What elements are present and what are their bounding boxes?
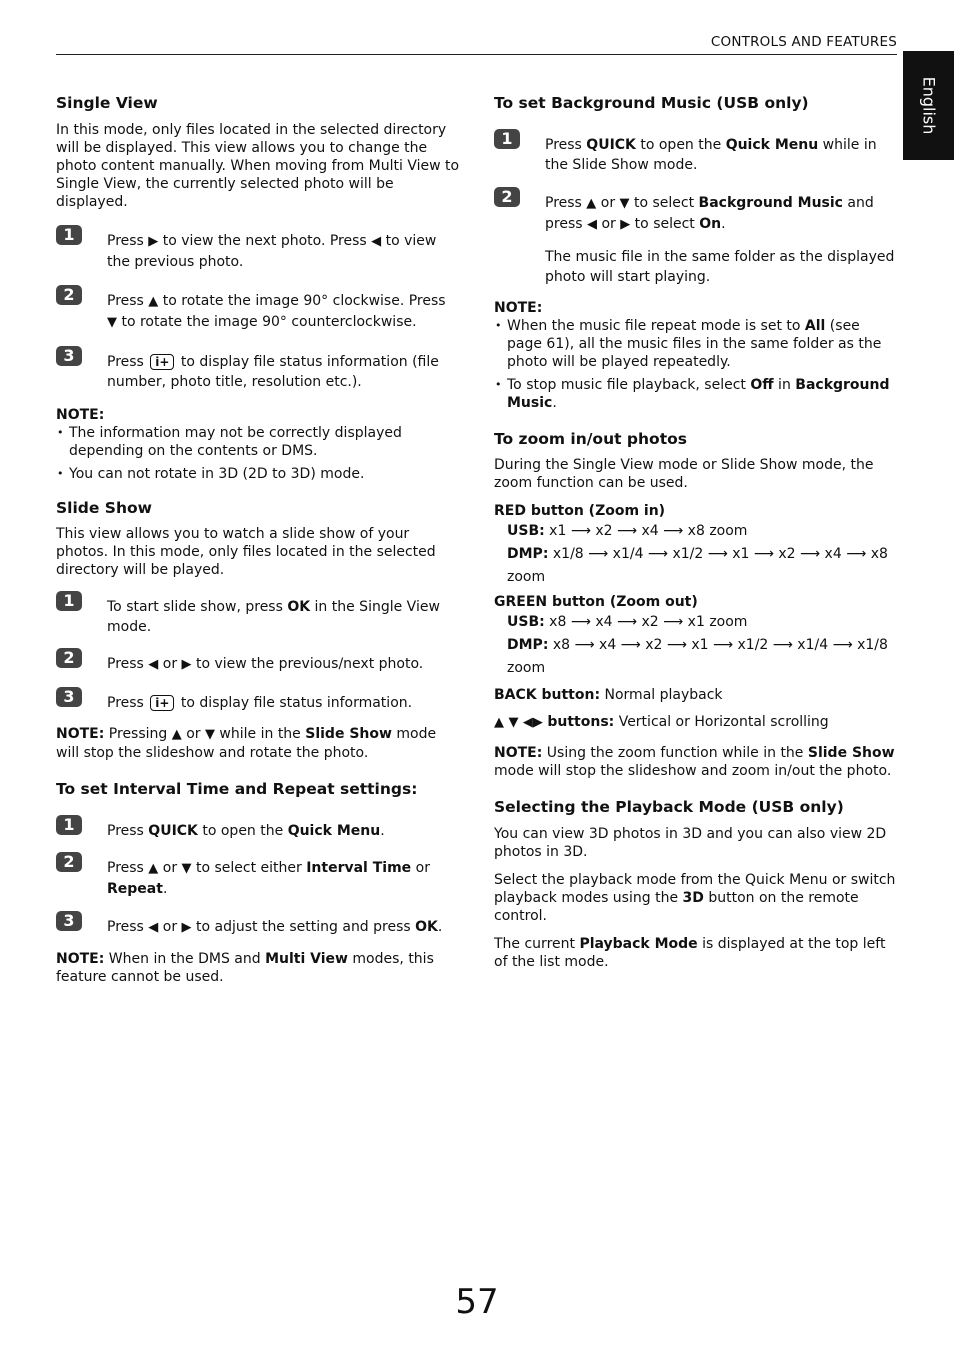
step-number-badge: 2 [56, 852, 82, 872]
zoom-heading: To zoom in/out photos [494, 429, 687, 448]
playback-para-2: Select the playback mode from the Quick Menu or switch playback modes using the 3D button on the remote control. [494, 871, 896, 924]
playback-heading: Selecting the Playback Mode (USB only) [494, 798, 844, 817]
info-button-icon: i+ [150, 354, 174, 370]
interval-step-3: 3 Press ◀ or ▶ to adjust the setting and press OK. [56, 917, 460, 938]
red-usb-zoom: USB: x1 ⟶ x2 ⟶ x4 ⟶ x8 zoom [507, 523, 748, 540]
left-column [56, 94, 460, 986]
down-arrow-icon: ▼ [181, 860, 192, 876]
right-arrow-icon: ▶ [181, 919, 192, 935]
step-number-badge: 3 [56, 346, 82, 366]
down-arrow-icon: ▼ [107, 314, 117, 330]
up-arrow-icon: ▲ [494, 715, 504, 731]
bg-music-notes [494, 317, 896, 412]
right-arrow-icon: ▶ [148, 233, 159, 249]
note-item: • You can not rotate in 3D (2D to 3D) mode. [56, 465, 460, 483]
step-number-badge: 3 [56, 687, 82, 707]
green-dmp-zoom: DMP: x8 ⟶ x4 ⟶ x2 ⟶ x1 ⟶ x1/2 ⟶ x1/4 ⟶ x1/8 zoom [507, 637, 888, 677]
step-number-badge: 2 [56, 648, 82, 668]
note-item: • The information may not be correctly displayed depending on the contents or DMS. [56, 424, 460, 460]
note-title: NOTE: [56, 406, 105, 423]
slide-show-heading: Slide Show [56, 498, 152, 517]
note-item: • To stop music file playback, select Off in Background Music. [494, 376, 896, 412]
up-arrow-icon: ▲ [148, 293, 159, 309]
slide-show-intro: This view allows you to watch a slide show of your photos. In this mode, only files located in the selected directory will be played. [56, 526, 436, 579]
single-view-intro: In this mode, only files located in the selected directory will be displayed. This view allows you to change the photo content manually. When moving from Multi View to Single View, the currently selected photo will be displayed. [56, 121, 460, 210]
slide-show-step-2: 2 Press ◀ or ▶ to view the previous/next photo. [56, 654, 460, 675]
red-button-title: RED button (Zoom in) [494, 503, 666, 520]
step-number-badge: 3 [56, 911, 82, 931]
interval-note: NOTE: When in the DMS and Multi View modes, this feature cannot be used. [56, 950, 434, 985]
playback-para-1: You can view 3D photos in 3D and you can also view 2D photos in 3D. [494, 825, 887, 860]
back-button-line: BACK button: Normal playback [494, 687, 723, 704]
bg-music-step-2-detail: The music file in the same folder as the displayed photo will start playing. [545, 248, 895, 285]
left-arrow-icon: ◀ [371, 233, 382, 249]
single-view-step-3: 3 Press i+ to display file status information (file number, photo title, resolution etc.). [56, 352, 460, 392]
step-number-badge: 2 [56, 285, 82, 305]
step-number-badge: 1 [56, 225, 82, 245]
bg-music-step-1: 1 Press QUICK to open the Quick Menu while in the Slide Show mode. [494, 135, 896, 175]
step-number-badge: 1 [56, 591, 82, 611]
playback-para-3: The current Playback Mode is displayed at the top left of the list mode. [494, 935, 886, 970]
note-title: NOTE: [494, 299, 543, 316]
language-tab [903, 51, 954, 160]
info-button-icon: i+ [150, 695, 174, 711]
interval-step-2: 2 Press ▲ or ▼ to select either Interval Time or Repeat. [56, 858, 460, 899]
bg-music-heading: To set Background Music (USB only) [494, 94, 809, 112]
slide-show-step-3: 3 Press i+ to display file status information. [56, 693, 460, 713]
slide-show-step-1: 1 To start slide show, press OK in the Single View mode. [56, 597, 460, 637]
bg-music-step-2: 2 Press ▲ or ▼ to select Background Music and press ◀ or ▶ to select On. The music file in the same folder as the displayed photo will start playing. [494, 193, 896, 287]
green-usb-zoom: USB: x8 ⟶ x4 ⟶ x2 ⟶ x1 zoom [507, 614, 748, 631]
section-header: CONTROLS AND FEATURES [710, 34, 897, 50]
step-number-badge: 2 [494, 187, 520, 207]
green-button-title: GREEN button (Zoom out) [494, 594, 698, 611]
single-view-step-2: 2 Press ▲ to rotate the image 90° clockwise. Press ▼ to rotate the image 90° counterclockwise. [56, 291, 460, 333]
right-column [494, 94, 896, 971]
step-number-badge: 1 [494, 129, 520, 149]
header-rule [56, 54, 897, 55]
up-arrow-icon: ▲ [171, 727, 182, 743]
left-arrow-icon: ◀ [522, 715, 533, 731]
single-view-notes [56, 424, 460, 483]
left-arrow-icon: ◀ [148, 919, 159, 935]
left-arrow-icon: ◀ [148, 657, 159, 673]
single-view-step-1: 1 Press ▶ to view the next photo. Press ◀ to view the previous photo. [56, 231, 460, 272]
down-arrow-icon: ▼ [204, 727, 215, 743]
step-number-badge: 1 [56, 815, 82, 835]
down-arrow-icon: ▼ [619, 195, 630, 211]
single-view-heading: Single View [56, 94, 158, 112]
zoom-intro: During the Single View mode or Slide Show mode, the zoom function can be used. [494, 457, 874, 492]
up-arrow-icon: ▲ [586, 195, 597, 211]
right-arrow-icon: ▶ [620, 216, 631, 232]
left-arrow-icon: ◀ [587, 216, 597, 232]
language-tab-label: English [919, 76, 938, 135]
up-arrow-icon: ▲ [148, 860, 159, 876]
arrow-buttons-line: ▲ ▼ ◀▶ buttons: Vertical or Horizontal scrolling [494, 714, 829, 731]
interval-step-1: 1 Press QUICK to open the Quick Menu. [56, 821, 460, 841]
zoom-note: NOTE: Using the zoom function while in the Slide Show mode will stop the slideshow and zoom in/out the photo. [494, 745, 895, 780]
interval-heading: To set Interval Time and Repeat settings: [56, 780, 418, 799]
right-arrow-icon: ▶ [532, 715, 543, 731]
red-dmp-zoom: DMP: x1/8 ⟶ x1/4 ⟶ x1/2 ⟶ x1 ⟶ x2 ⟶ x4 ⟶ x8 zoom [507, 546, 888, 586]
down-arrow-icon: ▼ [508, 715, 519, 731]
note-item: • When the music file repeat mode is set to All (see page 61), all the music files in the same folder as the photo will be played repeatedly. [494, 317, 896, 371]
slide-show-note: NOTE: Pressing ▲ or ▼ while in the Slide Show mode will stop the slideshow and rotate the photo. [56, 726, 437, 762]
right-arrow-icon: ▶ [181, 657, 192, 673]
page-number: 57 [455, 1282, 499, 1322]
